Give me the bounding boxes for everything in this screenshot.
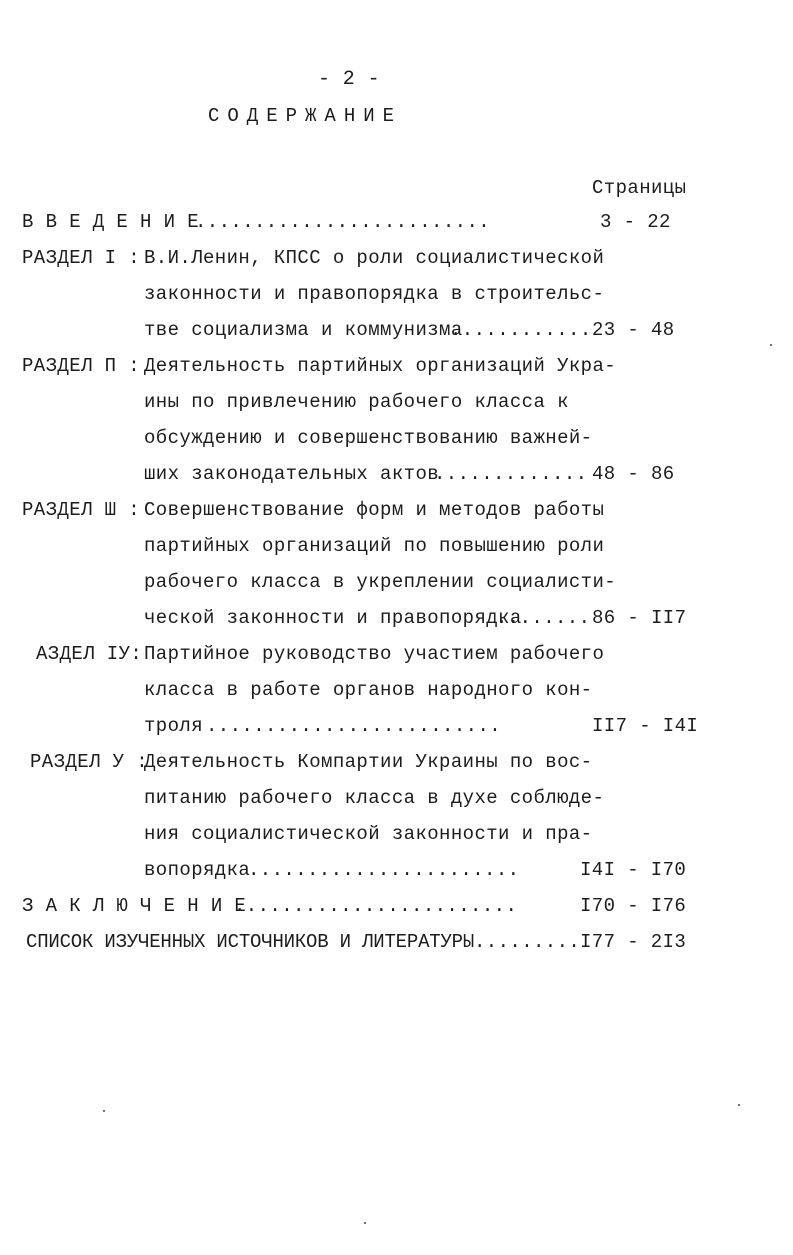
toc-text-section-5-line-1: Деятельность Компартии Украины по вос- [144, 751, 593, 773]
toc-text-section-1-last-line: тве социализма и коммунизма [144, 319, 463, 341]
toc-text-section-1-line-2: законности и правопорядка в строительс- [144, 283, 605, 305]
toc-pages-section-1: 23 - 48 [592, 319, 675, 341]
toc-text-section-2-line-3: обсуждению и совершенствованию важней- [144, 427, 593, 449]
page-number: - 2 - [318, 68, 381, 91]
toc-label-section-2: РАЗДЕЛ П : [22, 355, 141, 377]
toc-pages-introduction: 3 - 22 [600, 211, 671, 233]
toc-text-section-3-line-3: рабочего класса в укреплении социалисти- [144, 571, 617, 593]
toc-leader-dots: ......................... [195, 211, 491, 233]
toc-pages-conclusion: I70 - I76 [580, 895, 687, 917]
toc-label-bibliography: СПИСОК ИЗУЧЕННЫХ ИСТОЧНИКОВ И ЛИТЕРАТУРЫ [26, 931, 475, 953]
toc-text-section-5-line-3: ния социалистической законности и пра- [144, 823, 593, 845]
toc-pages-section-3: 86 - II7 [592, 607, 687, 629]
toc-leader-dots: ............. [434, 463, 588, 485]
toc-text-section-2-line-1: Деятельность партийных организаций Укра- [144, 355, 617, 377]
toc-label-section-3: РАЗДЕЛ Ш : [22, 499, 141, 521]
toc-label-section-4: АЗДЕЛ IУ: [36, 643, 143, 665]
toc-leader-dots: ......................... [206, 715, 502, 737]
toc-text-section-4-line-1: Партийное руководство участием рабочего [144, 643, 605, 665]
scan-speck [364, 1222, 366, 1224]
toc-text-section-3-last-line: ческой законности и правопорядка [144, 607, 522, 629]
pages-column-header: Страницы [592, 177, 687, 199]
toc-text-section-3-line-1: Совершенствование форм и методов работы [144, 499, 605, 521]
toc-pages-bibliography: I77 - 2I3 [580, 931, 687, 953]
toc-text-section-4-line-2: класса в работе органов народного кон- [144, 679, 593, 701]
toc-label-introduction: В В Е Д Е Н И Е [22, 211, 200, 233]
toc-leader-dots: ....................... [248, 859, 520, 881]
toc-text-section-5-line-2: питанию рабочего класса в духе соблюде- [144, 787, 605, 809]
toc-text-section-2-last-line: ших законодательных актов [144, 463, 440, 485]
toc-text-section-1-line-1: В.И.Ленин, КПСС о роли социалистической [144, 247, 605, 269]
toc-pages-section-2: 48 - 86 [592, 463, 675, 485]
toc-leader-dots: ........ [496, 607, 591, 629]
toc-text-section-3-line-2: партийных организаций по повышению роли [144, 535, 605, 557]
page-title: СОДЕРЖАНИЕ [208, 105, 403, 127]
toc-leader-dots: ......... [474, 931, 581, 953]
toc-leader-dots: ........................ [234, 895, 518, 917]
toc-text-section-2-line-2: ины по привлечению рабочего класса к [144, 391, 569, 413]
toc-text-section-5-last-line: вопорядка [144, 859, 251, 881]
toc-pages-section-5: I4I - I70 [580, 859, 687, 881]
toc-label-conclusion: З А К Л Ю Ч Е Н И Е [22, 895, 247, 917]
toc-label-section-5: РАЗДЕЛ У : [30, 751, 149, 773]
toc-leader-dots: ............ [450, 319, 592, 341]
scan-speck [770, 344, 772, 346]
scan-speck [738, 1104, 740, 1106]
toc-pages-section-4: II7 - I4I [592, 715, 699, 737]
toc-label-section-1: РАЗДЕЛ I : [22, 247, 141, 269]
toc-text-section-4-last-line: троля [144, 715, 204, 737]
scan-speck [103, 1110, 105, 1112]
